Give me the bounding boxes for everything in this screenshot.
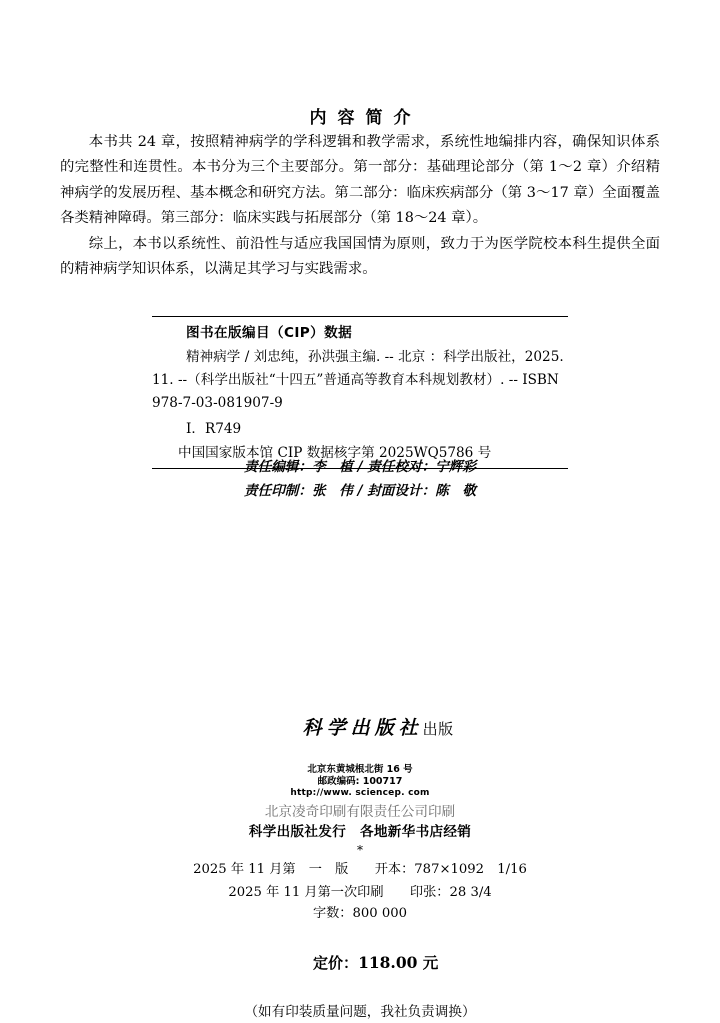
- publisher-logo: 科学出版社: [302, 717, 423, 739]
- publisher-url[interactable]: http://www. sciencep. com: [290, 788, 430, 798]
- credit-editor-line: 责任编辑：李 植 / 责任校对：宁辉彩: [244, 459, 476, 475]
- cip-heading: 图书在版编目（CIP）数据: [186, 325, 353, 341]
- publisher-footer: [0, 694, 720, 1023]
- cip-isbn: 978-7-03-081907-9: [152, 395, 283, 412]
- cip-number: 中国国家版本馆 CIP 数据核字第 2025WQ5786 号: [178, 444, 492, 461]
- intro-body: [60, 130, 660, 282]
- publisher-postcode: 邮政编码: 100717: [317, 775, 403, 787]
- exchange-note: （如有印装质量问题，我社负责调换）: [244, 1004, 476, 1020]
- publisher-address: 北京东黄城根北街 16 号: [307, 764, 413, 775]
- intro-paragraph-1: 本书共 24 章，按照精神病学的学科逻辑和教学需求，系统性地编排内容，确保知识体系的完整性和连贯性。本书分为三个主要部分。第一部分：基础理论部分（第 1～2 章）介绍精神病学的发展历程、基本概念和研究方法。第二部分：临床疾病部分（第 3～17 章）全面覆盖各类精神障碍。第三部分：临床实践与拓展部分（第 18～24 章）。: [60, 134, 660, 227]
- staff-credits: [0, 455, 720, 503]
- intro-paragraph-2: 综上，本书以系统性、前沿性与适应我国国情为原则，致力于为医学院校本科生提供全面的精神病学知识体系，以满足其学习与实践需求。: [60, 235, 660, 278]
- credit-printing-line: 责任印制：张 伟 / 封面设计：陈 敬: [244, 483, 476, 499]
- cip-line-1: 精神病学 / 刘忠纯，孙洪强主编. -- 北京 ：科学出版社，2025.: [186, 349, 564, 365]
- cip-classification: Ⅰ．R749: [186, 420, 242, 437]
- impression-line: 2025 年 11 月第一次印刷 印张：28 3/4: [228, 885, 492, 900]
- edition-line: 2025 年 11 月第 一 版 开本：787×1092 1/16: [193, 862, 527, 877]
- publisher-line: [0, 694, 720, 764]
- publisher-verb: 出版: [422, 720, 454, 738]
- distribution-line: 科学出版社发行 各地新华书店经销: [248, 824, 472, 840]
- printer-name: 北京凌奇印刷有限责任公司印刷: [264, 804, 456, 820]
- cip-line-2: 11. --（科学出版社“十四五”普通高等教育本科规划教材）. -- ISBN: [152, 372, 559, 389]
- price-line: [0, 925, 720, 1001]
- separator-asterisk: *: [357, 843, 363, 857]
- price-value: 118.00 元: [358, 953, 439, 972]
- cip-lines: [152, 346, 568, 465]
- price-label: 定价：: [313, 954, 359, 972]
- page-title: 内容简介: [309, 108, 422, 128]
- cip-block: [152, 316, 568, 469]
- wordcount-line: 字数：800 000: [312, 906, 408, 921]
